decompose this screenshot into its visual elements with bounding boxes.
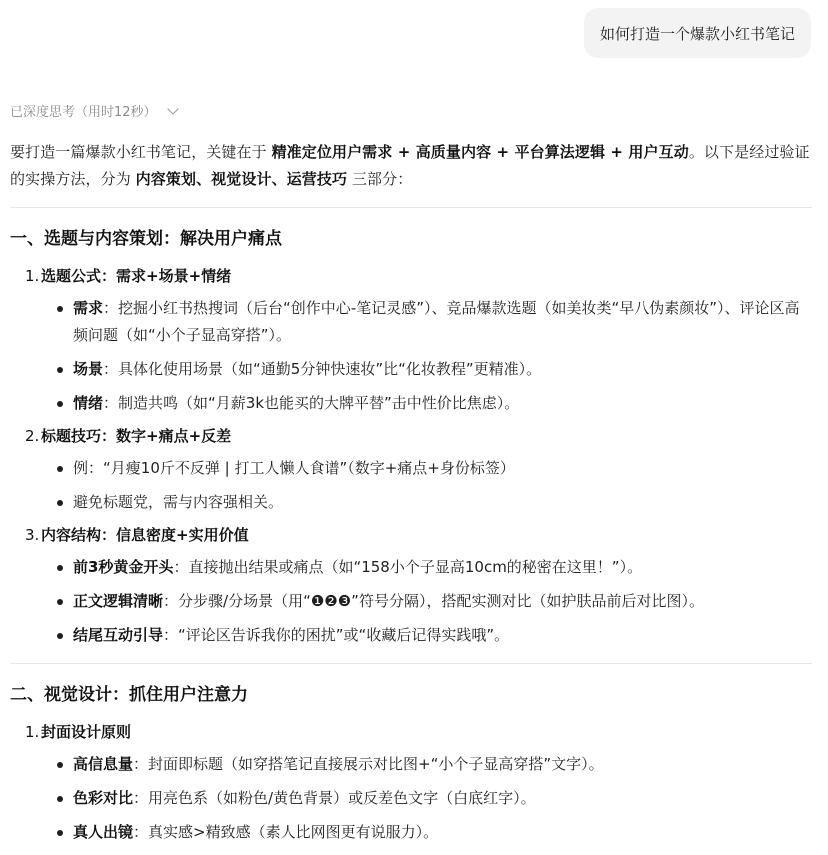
bullet-text: ：直接抛出结果或痛点（如“158小个子显高10cm的秘密在这里！”）。 bbox=[173, 558, 643, 576]
bullet-item bbox=[10, 455, 812, 482]
bullet-text: ：挖掘小红书热搜词（后台“创作中心-笔记灵感”）、竞品爆款选题（如美妆类“早八伪素颜妆”）、评论区高频问题（如“小个子显高穿搭”）。 bbox=[73, 299, 800, 344]
list-number: 2. bbox=[25, 427, 40, 445]
bullet-dot bbox=[57, 633, 63, 639]
bullet-label: 高信息量 bbox=[73, 755, 134, 773]
list-title-text: 内容结构：信息密度+实用价值 bbox=[41, 526, 249, 544]
bullet-item bbox=[10, 554, 812, 581]
bullet-item bbox=[10, 622, 812, 649]
bullet-label: 色彩对比 bbox=[73, 789, 134, 807]
bullet-text: ：具体化使用场景（如“通勤5分钟快速妆”比“化妆教程”更精准）。 bbox=[103, 360, 542, 378]
bullet-label: 情绪 bbox=[73, 394, 104, 412]
intro-bold-1: 精准定位用户需求 + 高质量内容 + 平台算法逻辑 + 用户互动 bbox=[271, 143, 689, 161]
bullet-dot bbox=[57, 401, 63, 407]
bullet-text: ：“评论区告诉我你的困扰”或“收藏后记得实践哦”。 bbox=[163, 626, 510, 644]
bullet-label: 需求 bbox=[73, 299, 104, 317]
section-title: 二、视觉设计：抓住用户注意力 bbox=[10, 685, 248, 705]
user-message-text: 如何打造一个爆款小红书笔记 bbox=[599, 24, 795, 43]
list-number: 1. bbox=[25, 267, 40, 285]
list-item-title bbox=[10, 424, 812, 448]
list-title-text: 标题技巧：数字+痛点+反差 bbox=[41, 427, 232, 445]
intro-text-3: 三部分： bbox=[347, 170, 413, 188]
intro-text-2: 。以下是经过验证的实操方法，分为 bbox=[10, 143, 810, 188]
bullet-item bbox=[10, 356, 812, 383]
list-number: 1. bbox=[25, 723, 40, 741]
bullet-dot bbox=[57, 762, 63, 768]
bullet-label: 正文逻辑清晰 bbox=[73, 592, 164, 610]
intro-text-1: 要打造一篇爆款小红书笔记，关键在于 bbox=[10, 143, 272, 161]
bullet-dot bbox=[57, 830, 63, 836]
bullet-text: ：用亮色系（如粉色/黄色背景）或反差色文字（白底红字）。 bbox=[133, 789, 536, 807]
bullet-dot bbox=[57, 306, 63, 312]
section-title: 一、选题与内容策划：解决用户痛点 bbox=[10, 229, 282, 249]
thinking-label: 已深度思考（用时12秒） bbox=[10, 105, 157, 120]
bullet-label: 前3秒黄金开头 bbox=[73, 558, 174, 576]
bullet-item bbox=[10, 390, 812, 417]
chevron-down-icon bbox=[167, 103, 178, 114]
bullet-dot bbox=[57, 500, 63, 506]
list-item-title bbox=[10, 523, 812, 547]
bullet-item bbox=[10, 489, 812, 516]
bullet-text: ：真实感>精致感（素人比网图更有说服力）。 bbox=[133, 823, 439, 841]
list-title-text: 封面设计原则 bbox=[41, 723, 132, 741]
bullet-text: 避免标题党，需与内容强相关。 bbox=[73, 493, 284, 511]
bullet-label: 场景 bbox=[73, 360, 104, 378]
bullet-text: ：分步骤/分场景（用“❶❷❸”符号分隔），搭配实测对比（如护肤品前后对比图）。 bbox=[163, 592, 704, 610]
list-number: 3. bbox=[25, 526, 40, 544]
bullet-dot bbox=[57, 466, 63, 472]
intro-paragraph bbox=[10, 139, 812, 193]
bullet-dot bbox=[57, 599, 63, 605]
bullet-label: 结尾互动引导 bbox=[73, 626, 164, 644]
bullet-dot bbox=[57, 796, 63, 802]
bullet-item bbox=[10, 588, 812, 615]
bullet-dot bbox=[57, 367, 63, 373]
bullet-text: ：制造共鸣（如“月薪3k也能买的大牌平替”击中性价比焦虑）。 bbox=[103, 394, 520, 412]
bullet-dot bbox=[57, 565, 63, 571]
user-message-bubble bbox=[584, 8, 811, 58]
list-item-title bbox=[10, 264, 812, 288]
bullet-text: ：封面即标题（如穿搭笔记直接展示对比图+“小个子显高穿搭”文字）。 bbox=[133, 755, 604, 773]
bullet-item bbox=[10, 819, 812, 846]
list-title-text: 选题公式：需求+场景+情绪 bbox=[41, 267, 232, 285]
assistant-answer bbox=[10, 139, 812, 846]
list-item-title bbox=[10, 720, 812, 744]
bullet-item bbox=[10, 295, 812, 349]
bullet-item bbox=[10, 751, 812, 778]
bullet-label: 真人出镜 bbox=[73, 823, 134, 841]
intro-bold-2: 内容策划、视觉设计、运营技巧 bbox=[135, 170, 348, 188]
bullet-text: 例：“月瘦10斤不反弹 | 打工人懒人食谱”（数字+痛点+身份标签） bbox=[73, 459, 515, 477]
bullet-item bbox=[10, 785, 812, 812]
thinking-toggle[interactable] bbox=[10, 101, 177, 120]
